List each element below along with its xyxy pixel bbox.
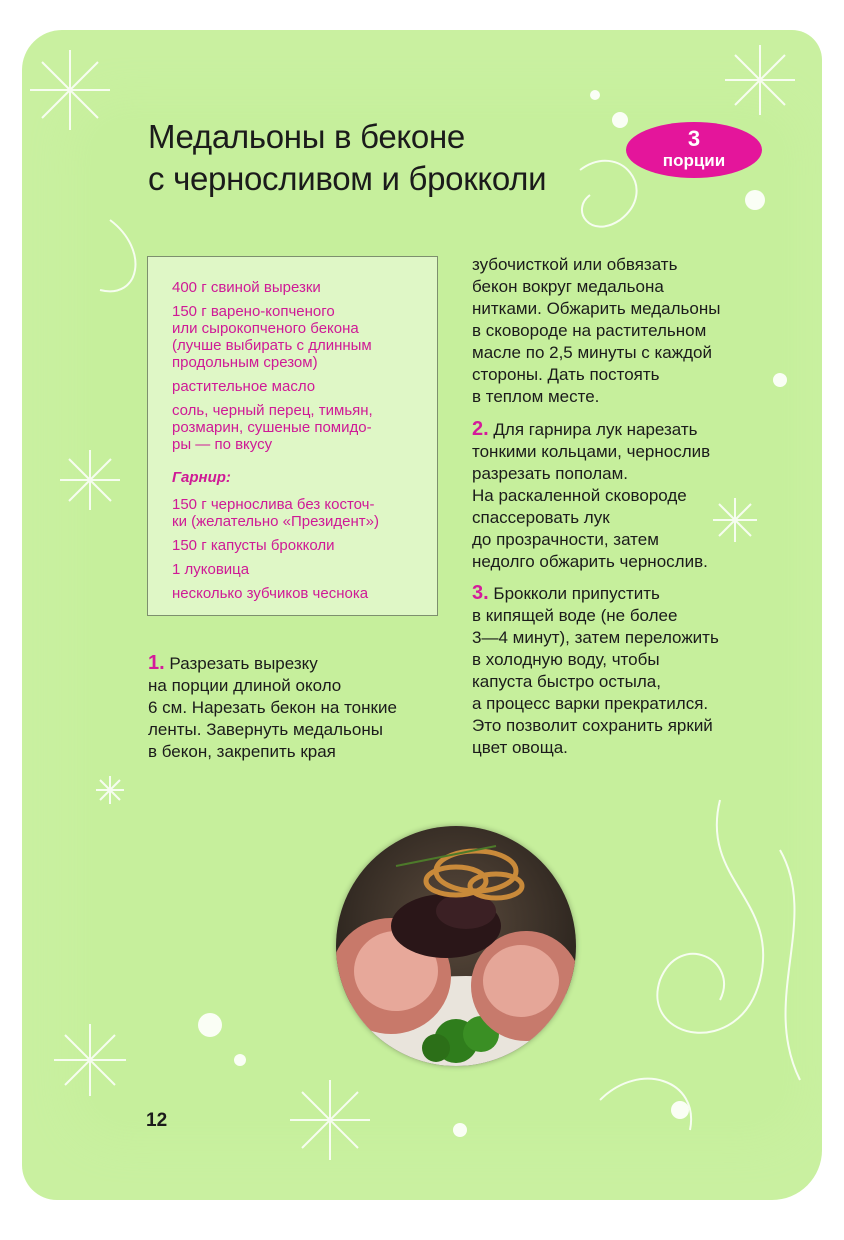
step-number: 3. xyxy=(472,582,489,604)
step-1-continued xyxy=(472,254,720,408)
recipe-title xyxy=(148,116,546,200)
step-line: бекон вокруг медальона xyxy=(472,277,664,296)
ingredient-item xyxy=(172,303,423,371)
step-line: 3—4 минут), затем переложить xyxy=(472,628,719,647)
step-line: капуста быстро остыла, xyxy=(472,672,661,691)
ingredient-line: (лучше выбирать с длинным xyxy=(172,337,372,354)
ingredient-line: ры — по вкусу xyxy=(172,436,273,453)
ingredient-line: 150 г чернослива без косточ- xyxy=(172,496,375,513)
ingredient-line: 400 г свиной вырезки xyxy=(172,279,321,296)
step-line: разрезать пополам. xyxy=(472,464,629,483)
step-3 xyxy=(472,582,719,759)
ingredient-line: 150 г варено-копченого xyxy=(172,303,335,320)
step-line: зубочисткой или обвязать xyxy=(472,255,678,274)
step-line: спассеровать лук xyxy=(472,508,610,527)
step-line: в бекон, закрепить края xyxy=(148,742,336,761)
step-line: в теплом месте. xyxy=(472,387,600,406)
step-line: На раскаленной сковороде xyxy=(472,486,687,505)
portions-label: порции xyxy=(662,151,726,170)
step-line: а процесс варки прекратился. xyxy=(472,694,709,713)
food-photo-icon xyxy=(336,826,576,1066)
step-line: цвет овоща. xyxy=(472,738,568,757)
recipe-title-line-2: с черносливом и брокколи xyxy=(148,160,547,197)
garnish-item xyxy=(172,496,423,530)
portions-number: 3 xyxy=(687,126,701,151)
step-line: стороны. Дать постоять xyxy=(472,365,660,384)
ingredient-line: 150 г капусты брокколи xyxy=(172,537,335,554)
ingredient-item xyxy=(172,279,423,296)
ingredients-box xyxy=(147,256,438,616)
garnish-item xyxy=(172,561,423,578)
food-photo xyxy=(336,826,576,1066)
ingredient-line: соль, черный перец, тимьян, xyxy=(172,402,373,419)
step-line: 6 см. Нарезать бекон на тонкие xyxy=(148,698,397,717)
ingredient-line: ки (желательно «Президент») xyxy=(172,513,379,530)
step-1 xyxy=(148,652,397,763)
step-number: 2. xyxy=(472,418,489,440)
garnish-heading: Гарнир: xyxy=(172,469,231,486)
step-line: тонкими кольцами, чернослив xyxy=(472,442,711,461)
recipe-title-line-1: Медальоны в беконе xyxy=(148,118,465,155)
garnish-item xyxy=(172,585,423,602)
garnish-item xyxy=(172,537,423,554)
step-line: в холодную воду, чтобы xyxy=(472,650,660,669)
step-line: Брокколи припустить xyxy=(493,584,660,603)
ingredient-line: розмарин, сушеные помидо- xyxy=(172,419,372,436)
ingredient-item xyxy=(172,402,423,453)
portions-badge xyxy=(626,122,762,178)
ingredient-item xyxy=(172,378,423,395)
step-line: нитками. Обжарить медальоны xyxy=(472,299,721,318)
step-number: 1. xyxy=(148,652,165,674)
ingredient-line: продольным срезом) xyxy=(172,354,318,371)
step-line: недолго обжарить чернослив. xyxy=(472,552,708,571)
step-line: в кипящей воде (не более xyxy=(472,606,678,625)
step-line: ленты. Завернуть медальоны xyxy=(148,720,383,739)
ingredient-line: 1 луковица xyxy=(172,561,250,578)
step-2 xyxy=(472,418,710,573)
ingredient-line: растительное масло xyxy=(172,378,316,395)
step-line: Это позволит сохранить яркий xyxy=(472,716,713,735)
step-line: Разрезать вырезку xyxy=(169,654,318,673)
page-number: 12 xyxy=(146,1110,168,1131)
step-line: в сковороде на растительном xyxy=(472,321,707,340)
ingredient-line: несколько зубчиков чеснока xyxy=(172,585,369,602)
step-line: на порции длиной около xyxy=(148,676,342,695)
step-line: масле по 2,5 минуты с каждой xyxy=(472,343,713,362)
step-line: до прозрачности, затем xyxy=(472,530,659,549)
ingredient-line: или сырокопченого бекона xyxy=(172,320,359,337)
step-line: Для гарнира лук нарезать xyxy=(493,420,698,439)
